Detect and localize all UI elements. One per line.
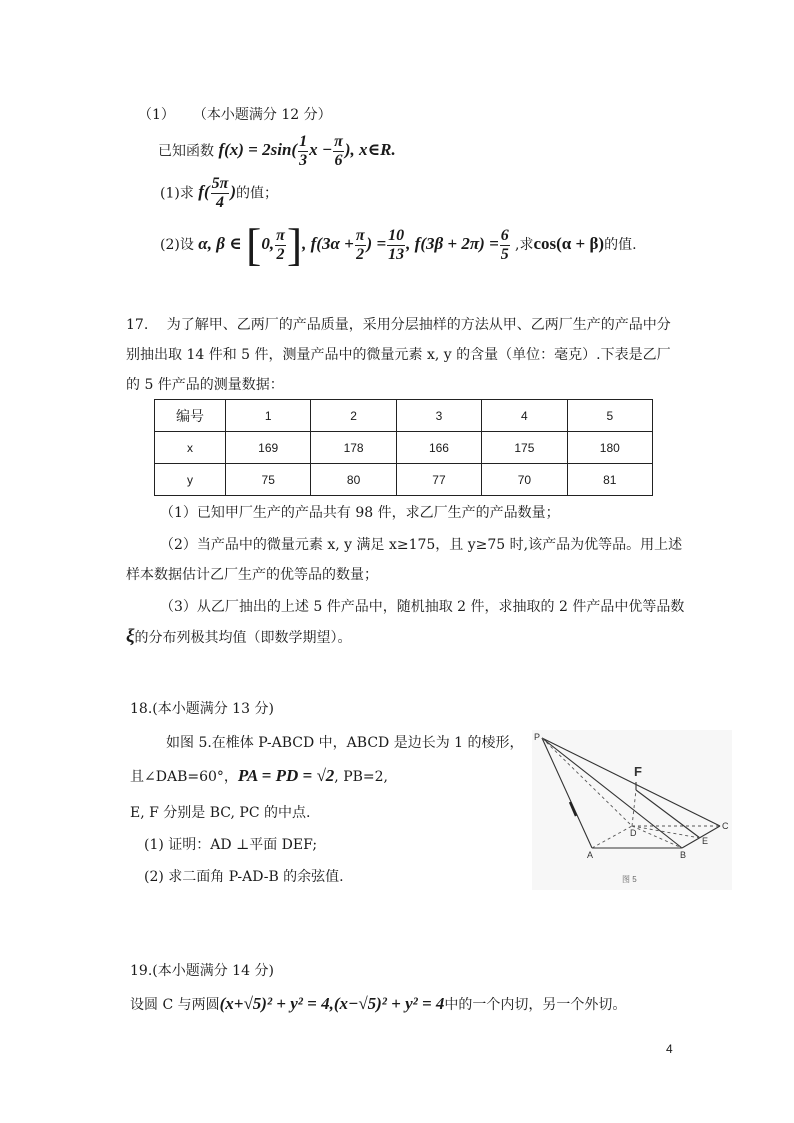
- table-cell: 4: [482, 400, 567, 432]
- edge-pd: [542, 738, 632, 826]
- xi-symbol: ξ: [126, 626, 135, 647]
- edge-pa: [542, 738, 592, 848]
- label-b: B: [680, 850, 687, 860]
- q17-data-table: [154, 399, 653, 496]
- q19-suffix: 中的一个内切，另一个外切。: [444, 997, 627, 1013]
- q16-part1-formula: [198, 175, 237, 211]
- q16-frac-pi-2-b: [355, 228, 366, 263]
- table-cell: 5: [567, 400, 652, 432]
- q17-line2: 别抽出取 14 件和 5 件，测量产品中的微量元素 x, y 的含量（单位：毫克）.下表是乙厂: [126, 347, 671, 363]
- q16-frac-5pi-4-num: 5π: [211, 175, 229, 192]
- q16-val1-num: 10: [388, 226, 405, 244]
- q16-cond2: , f(3β + 2π) =: [406, 233, 499, 253]
- pyramid-figure: [532, 730, 732, 890]
- label-p: P: [534, 732, 541, 742]
- q16-part2-prefix: (2)设: [160, 236, 194, 253]
- q16-interval-num: π: [276, 226, 285, 244]
- q16-cond1-den: 2: [356, 245, 365, 263]
- edge-db: [632, 826, 682, 848]
- q16-frac-pi-2-a: [275, 228, 286, 263]
- q16-part1-prefix: (1)求: [160, 185, 194, 202]
- q16-given-prefix: 已知函数: [158, 143, 214, 160]
- q16-frac-pi-6-num: π: [334, 133, 343, 150]
- q16-frac-1-3: [298, 134, 308, 169]
- q19-prefix: 设圆 C 与两圆: [130, 997, 220, 1013]
- table-cell: 2: [311, 400, 396, 432]
- q16-cond1-a: , f(3α +: [302, 233, 354, 253]
- table-cell: 81: [567, 464, 652, 496]
- q18-part2: (2) 求二面角 P-AD-B 的余弦值.: [144, 869, 344, 885]
- q16-number: （1）: [138, 107, 175, 123]
- q16-part1-close: ): [230, 182, 237, 202]
- table-cell: 3: [396, 400, 481, 432]
- edge-df: [632, 790, 636, 826]
- q17-part3-line1: （3）从乙厂抽出的上述 5 件产品中，随机抽取 2 件，求抽取的 2 件产品中优等品数: [160, 599, 685, 615]
- table-cell: 编号: [155, 400, 226, 432]
- q16-heading: [138, 104, 332, 124]
- q16-function-formula: [218, 133, 396, 169]
- q16-val2-den: 5: [500, 245, 509, 263]
- q16-frac-pi-6: [333, 134, 344, 169]
- edge-ad: [592, 826, 632, 848]
- table-header-row: [155, 400, 653, 432]
- table-cell: 75: [226, 464, 311, 496]
- edge-pc: [542, 738, 720, 826]
- q16-part2-vars: α, β ∈: [198, 233, 242, 253]
- q16-ask-prefix: ,求: [515, 236, 534, 253]
- edge-fe: [636, 790, 700, 838]
- edge-de: [632, 826, 700, 838]
- q17-line1: 17. 为了解甲、乙两厂的产品质量，采用分层抽样的方法从甲、乙两厂生产的产品中分: [126, 317, 671, 333]
- table-cell: x: [155, 432, 226, 464]
- q17-part2-line2: 样本数据估计乙厂生产的优等品的数量；: [126, 567, 378, 583]
- figure-caption: 图 5: [622, 875, 637, 884]
- left-bracket-icon: [: [246, 219, 262, 270]
- q16-part2: [160, 219, 637, 270]
- q17-line3: 的 5 件产品的测量数据：: [126, 377, 284, 393]
- q16-func-rhs: ), x∈R.: [344, 140, 396, 160]
- q16-given: [158, 134, 396, 169]
- q16-frac-6-5: [500, 228, 510, 263]
- q16-cond1-num: π: [355, 226, 365, 244]
- q16-ask-suffix: 的值.: [604, 236, 637, 253]
- q16-part1: [160, 176, 278, 211]
- q16-part2-formula: [198, 219, 515, 270]
- q16-val2-num: 6: [500, 226, 509, 244]
- table-cell: 178: [311, 432, 396, 464]
- table-cell: y: [155, 464, 226, 496]
- q16-part1-suffix: 的值；: [236, 185, 279, 202]
- q18-line2: [130, 766, 388, 786]
- q16-part1-open: f(: [198, 182, 210, 202]
- q17-part3-line2: [126, 626, 352, 648]
- table-cell: 80: [311, 464, 396, 496]
- q18-pa-pd-formula: PA = PD = √2: [237, 766, 335, 785]
- edge-pb: [542, 738, 682, 848]
- q16-cond1-b: ) =: [366, 233, 387, 253]
- q16-frac-5pi-4-den: 4: [215, 194, 224, 211]
- q17-part2-line1: （2）当产品中的微量元素 x, y 满足 x≥175，且 y≥75 时,该产品为优等品。用上述: [160, 537, 683, 553]
- right-bracket-icon: ]: [286, 219, 303, 270]
- q18-heading: 18.(本小题满分 13 分): [130, 701, 274, 717]
- q18-line3: E, F 分别是 BC, PC 的中点.: [130, 805, 311, 821]
- q19-circle-eq1: (x+√5)² + y² = 4,: [219, 994, 334, 1013]
- q18-part1: (1) 证明：AD ⊥平面 DEF;: [144, 837, 318, 853]
- q17-part3-text: 的分布列极其均值（即数学期望）。: [134, 630, 352, 646]
- label-e: E: [702, 836, 709, 846]
- table-cell: 77: [396, 464, 481, 496]
- q18-line2-suffix: , PB=2,: [334, 769, 388, 785]
- q16-frac-pi-6-den: 6: [334, 152, 343, 169]
- q16-score: （本小题满分 12 分）: [192, 107, 332, 123]
- q16-frac-5pi-4: [211, 176, 230, 211]
- table-row: [155, 432, 653, 464]
- q18-line2-prefix: 且∠DAB=60°，: [130, 769, 238, 785]
- page-number: 4: [666, 1042, 673, 1056]
- q16-interval-den: 2: [276, 245, 285, 263]
- table-cell: 166: [396, 432, 481, 464]
- q16-frac-10-13: [387, 228, 405, 263]
- q16-frac-1-3-num: 1: [299, 133, 308, 150]
- q19-heading: 19.(本小题满分 14 分): [130, 963, 274, 979]
- table-row: [155, 464, 653, 496]
- label-c: C: [722, 821, 729, 831]
- q16-val1-den: 13: [388, 245, 405, 263]
- q16-frac-1-3-den: 3: [299, 152, 308, 169]
- q18-line1: 如图 5.在椎体 P-ABCD 中，ABCD 是边长为 1 的棱形，: [166, 735, 524, 751]
- table-cell: 180: [567, 432, 652, 464]
- q16-func-mid: x −: [309, 140, 333, 160]
- table-cell: 70: [482, 464, 567, 496]
- q16-interval-left: 0,: [261, 233, 275, 253]
- q16-func-lhs: f(x) = 2sin(: [218, 140, 298, 160]
- label-a: A: [587, 850, 594, 860]
- edge-pa-mark: [570, 802, 576, 816]
- q19-circle-eq2: (x−√5)² + y² = 4: [333, 994, 445, 1013]
- label-d: D: [630, 828, 637, 838]
- q16-ask-expr: cos(α + β): [533, 233, 605, 253]
- label-f: F: [634, 764, 642, 779]
- q17-part1: （1）已知甲厂生产的产品共有 98 件，求乙厂生产的产品数量；: [160, 505, 560, 521]
- pyramid-diagram: [532, 730, 732, 890]
- table-cell: 1: [226, 400, 311, 432]
- table-cell: 175: [482, 432, 567, 464]
- q19-body: [130, 994, 626, 1014]
- table-cell: 169: [226, 432, 311, 464]
